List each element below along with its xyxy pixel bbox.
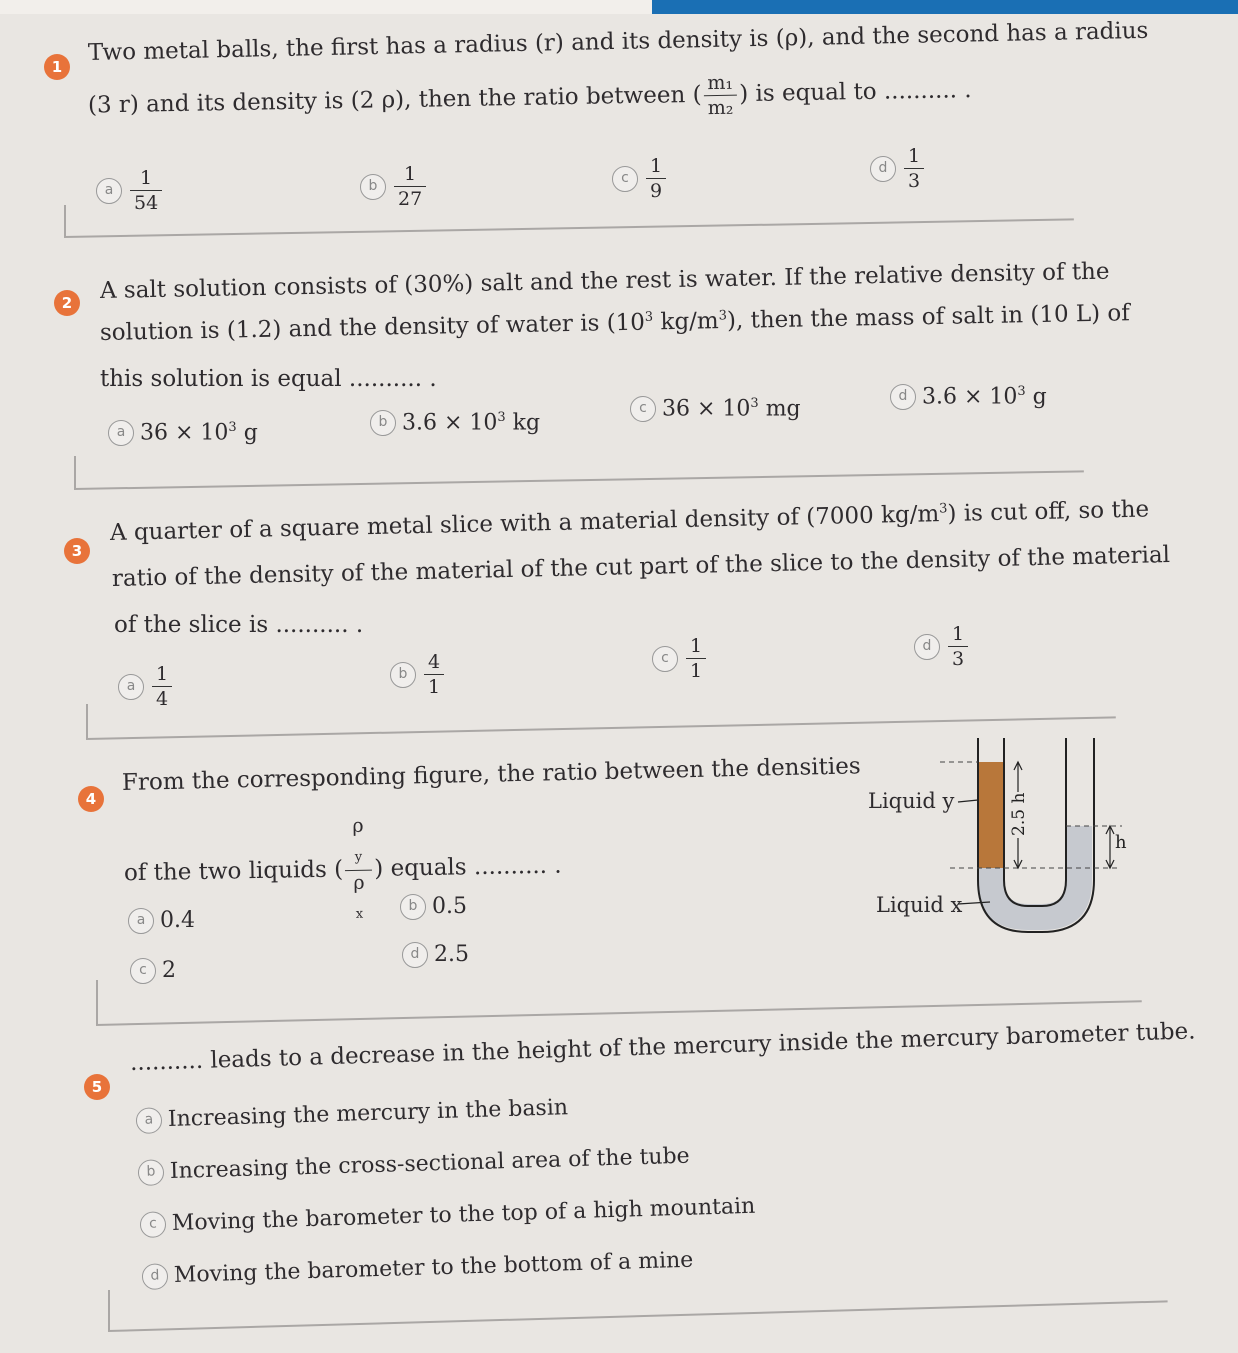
option-c[interactable]: c $\frac{1}{9}$ [612, 154, 668, 203]
dimension-label-h: h [1115, 832, 1127, 853]
mass-ratio: $\frac{\text{m₁}}{\text{m₂}}$ [703, 71, 737, 121]
divider [74, 456, 76, 489]
option-b[interactable]: b $\frac{4}{1}$ [390, 650, 446, 699]
option-d[interactable]: d 2.5 [402, 942, 469, 968]
u-tube-figure [860, 730, 1220, 940]
option-b[interactable]: b $3.6 \times 10^3$ kg [370, 410, 540, 436]
option-c[interactable]: c Moving the barometer to the top of a high mountain [140, 1194, 756, 1238]
option-c[interactable]: c 2 [130, 958, 176, 984]
question-number: 1 [44, 54, 70, 80]
density-ratio: ρ $_y$ ρ $_x$ [344, 814, 373, 927]
liquid-y-column [978, 762, 1004, 868]
question-number: 2 [54, 290, 80, 316]
option-d[interactable]: d $\frac{1}{3}$ [914, 622, 970, 671]
divider [74, 470, 1084, 489]
question-text-line1: From the corresponding figure, the ratio between the densities [121, 753, 861, 796]
question-text-line2: ratio of the density of the material of the cut part of the slice to the density of the material [111, 541, 1171, 592]
divider [64, 205, 66, 237]
divider [108, 1300, 1168, 1331]
question-number: 5 [84, 1074, 110, 1100]
option-a[interactable]: a $36 \times 10^3$ g [108, 420, 258, 446]
option-a[interactable]: a $\frac{1}{4}$ [118, 662, 174, 711]
option-a[interactable]: a $\frac{1}{54}$ [96, 166, 164, 215]
page-header-strip [0, 0, 1238, 14]
question-text-line2: (3 r) and its density is (2 ρ), then the ratio between ( $\frac{\text{m₁}}{\text{m₂}}$ ) is equal to .......... . [87, 71, 972, 120]
question-text-line3: of the slice is .......... . [114, 612, 364, 638]
label-liquid-y: Liquid y [868, 789, 955, 813]
question-text-line1: .......... leads to a decrease in the height of the mercury inside the mercury barometer tube. [129, 1018, 1196, 1076]
option-c[interactable]: c $36 \times 10^3$ mg [630, 396, 801, 422]
divider [86, 704, 88, 739]
question-number: 3 [64, 538, 90, 564]
option-a[interactable]: a Increasing the mercury in the basin [136, 1095, 569, 1134]
question-text-line1: Two metal balls, the first has a radius (r) and its density is (ρ), and the second has a radius [87, 17, 1149, 66]
divider [64, 218, 1074, 237]
option-b[interactable]: b Increasing the cross-sectional area of the tube [138, 1144, 690, 1186]
option-a[interactable]: a 0.4 [128, 908, 195, 934]
divider [96, 980, 98, 1025]
option-d[interactable]: d $\frac{1}{3}$ [870, 144, 926, 193]
option-d[interactable]: d Moving the barometer to the bottom of a mine [142, 1248, 694, 1290]
label-liquid-x: Liquid x [876, 893, 963, 917]
option-d[interactable]: d $3.6 \times 10^3$ g [890, 384, 1047, 410]
dimension-label-2-5h: 2.5 h [1009, 792, 1029, 836]
question-text-line2: of the two liquids ( ρ $_y$ ρ $_x$ ) equals .......... . [123, 810, 563, 930]
option-c[interactable]: c $\frac{1}{1}$ [652, 634, 708, 683]
divider [96, 1000, 1142, 1025]
question-number: 4 [78, 786, 104, 812]
question-text-line2: solution is (1.2) and the density of water is ($10^3$ $kg/m^3$), then the mass of salt in (10 L) of [99, 300, 1131, 346]
divider [108, 1290, 110, 1331]
question-text-line1: A quarter of a square metal slice with a material density of (7000 $kg/m^3$) is cut off, so the [109, 496, 1150, 546]
question-text-line1: A salt solution consists of (30%) salt and the rest is water. If the relative density of the [99, 258, 1110, 304]
header-blue-band [652, 0, 1238, 14]
option-b[interactable]: b 0.5 [400, 894, 467, 920]
option-b[interactable]: b $\frac{1}{27}$ [360, 162, 428, 211]
question-text-line3: this solution is equal .......... . [100, 366, 437, 392]
